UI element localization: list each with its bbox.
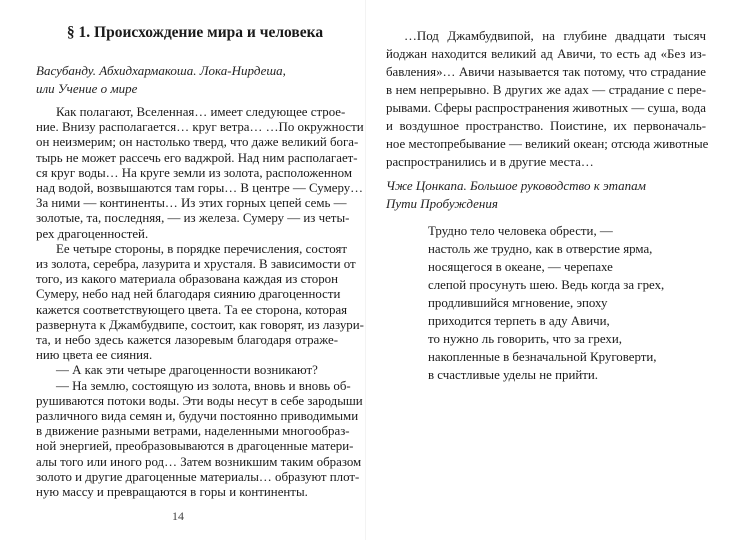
source-citation-line: Васубанду. Абхидхармакоша. Лока-Нирдеша, bbox=[36, 63, 286, 78]
poem-line: накопленные в безначальной Круговерти, bbox=[428, 350, 657, 364]
poem-line: Трудно тело человека обрести, — bbox=[428, 224, 613, 238]
text-line: рывами. Сферы распространения животных — суша, вода bbox=[386, 101, 706, 115]
source-citation-line: Пути Пробуждения bbox=[386, 196, 498, 211]
text-line: рушиваются потоки воды. Эти воды несут в себе зародыши bbox=[36, 393, 363, 408]
left-page bbox=[0, 0, 365, 540]
text-line: из золота, серебра, лазурита и хрусталя. В зависимости от bbox=[36, 257, 356, 271]
source-citation-line: Чже Цонкапа. Большое руководство к этапам bbox=[386, 178, 646, 193]
text-line: развернута к Джамбудвипе, состоит, как говорят, из лазури- bbox=[36, 317, 364, 332]
text-line: того, из какого материала образована каждая из сторон bbox=[36, 272, 338, 287]
page-number: 14 bbox=[172, 509, 184, 523]
text-line: йоджан находится великий ад Авичи, то есть ад «Без из- bbox=[386, 47, 706, 61]
poem-line: приходится терпеть в аду Авичи, bbox=[428, 314, 610, 328]
text-line: Сумеру, небо над ней благодаря сиянию драгоценности bbox=[36, 287, 341, 302]
text-line: ся круг воды… На круге земли из золота, расположенном bbox=[36, 165, 352, 180]
text-line: — А как эти четыре драгоценности возникают? bbox=[56, 363, 318, 378]
text-line: и воздушное пространство. Поистине, их первоначаль- bbox=[386, 119, 706, 133]
right-page bbox=[366, 0, 731, 540]
text-line: алы того или иного род… Затем возникшим таким образом bbox=[36, 454, 362, 469]
text-line: кажется соответствующего цвета. Та ее сторона, которая bbox=[36, 302, 348, 317]
text-line: золото и другие драгоценные материалы… образуют плот- bbox=[36, 469, 360, 484]
text-line: ное местопребывание — великий океан; отсюда животные bbox=[386, 137, 709, 151]
text-line: рех драгоценностей. bbox=[36, 226, 149, 241]
text-line: — На землю, состоящую из золота, вновь и вновь об- bbox=[56, 378, 351, 393]
text-line: За ними — континенты… Из этих горных цепей семь — bbox=[36, 196, 347, 211]
text-line: …Под Джамбудвипой, на глубине двадцати тысяч bbox=[404, 29, 706, 43]
text-line: та, и небо здесь кажется лазоревым благодаря отраже- bbox=[36, 333, 338, 347]
text-line: бавления»… Авичи называется так потому, что страдание bbox=[386, 65, 706, 79]
text-line: он неизмерим; он настолько тверд, что даже великий бога- bbox=[36, 135, 359, 150]
section-title: § 1. Происхождение мира и человека bbox=[66, 24, 324, 41]
text-line: Ее четыре стороны, в порядке перечисления, состоят bbox=[56, 241, 348, 256]
poem-line: продлившийся мгновение, эпоху bbox=[428, 296, 608, 310]
text-line: Как полагают, Вселенная… имеет следующее строе- bbox=[56, 105, 346, 119]
text-line: распространились и в другие места… bbox=[386, 155, 594, 169]
text-line: в движение разными ветрами, наделенными многообраз- bbox=[36, 424, 350, 439]
text-line: над водой, возвышаются там горы… В центре — Сумеру… bbox=[36, 181, 364, 195]
text-line: ную массу и превращаются в горы и континенты. bbox=[36, 485, 308, 499]
poem-line: слепой просунуть шею. Ведь когда за грех, bbox=[428, 278, 665, 292]
text-line: тырь не может рассечь его ваджрой. Над ним располагает- bbox=[36, 150, 358, 165]
text-line: золотые, та, последняя, — из железа. Сумеру — из четы- bbox=[36, 211, 350, 226]
text-line: нию цвета ее сияния. bbox=[36, 348, 153, 363]
poem-line: настоль же трудно, как в отверстие ярма, bbox=[428, 242, 653, 256]
text-line: ние. Внизу располагается… круг ветра… …По окружности bbox=[36, 120, 364, 135]
source-citation-line: или Учение о мире bbox=[36, 81, 138, 96]
poem-line: то нужно ль говорить, что за грехи, bbox=[428, 332, 622, 346]
poem-line: в счастливые уделы не прийти. bbox=[428, 368, 599, 382]
poem-line: носящегося в океане, — черепахе bbox=[428, 260, 613, 274]
text-line: различного вида семян и, будучи постоянно приводимыми bbox=[36, 409, 359, 423]
text-line: в нем непрерывно. В других же адах — страдание с пере- bbox=[386, 83, 706, 97]
text-line: ной энергией, преобразовываются в драгоценные матери- bbox=[36, 439, 354, 454]
